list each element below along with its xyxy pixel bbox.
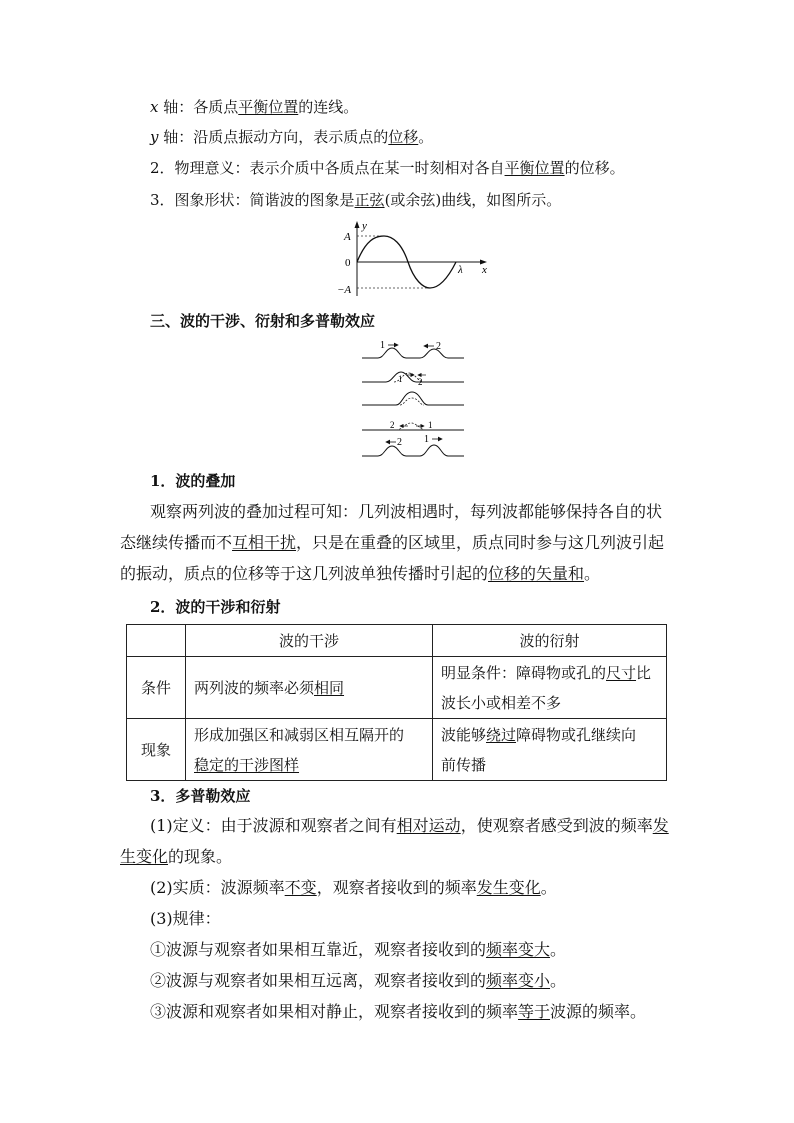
doppler-rule-1: ①波源与观察者如果相互靠近，观察者接收到的频率变大。 [150,940,567,959]
wave-label-lambda: λ [458,264,463,276]
wave-label-x: x [482,264,487,276]
x-axis-line: x 轴：各质点平衡位置的连线。 [150,98,359,116]
sup-label-2-row4: 2 [390,420,395,430]
sup-label-2-row5: 2 [397,437,402,448]
sup-label-1-row2: 1 [398,374,403,384]
wave-label-A: A [344,231,351,243]
doppler-rule-3: ③波源和观察者如果相对静止，观察者接收到的频率等于波源的频率。 [150,1002,647,1021]
comparison-table [126,624,667,781]
y-axis-line: y 轴：沿质点振动方向，表示质点的位移。 [150,128,434,146]
sup-label-1-row4: 1 [428,420,433,430]
cell-interference-condition: 两列波的频率必须相同 [186,657,433,719]
graph-shape: 3．图象形状：简谐波的图象是正弦(或余弦)曲线，如图所示。 [150,191,562,209]
physical-meaning: 2．物理意义：表示介质中各质点在某一时刻相对各自平衡位置的位移。 [150,159,625,177]
cell-interference-phenomenon: 形成加强区和减弱区相互隔开的 稳定的干涉图样 [186,719,433,781]
section-heading-3: 三、波的干涉、衍射和多普勒效应 [150,312,376,330]
table-header-diffraction: 波的衍射 [433,625,667,657]
row-label-phenomenon: 现象 [127,719,186,781]
y-var: y [150,128,159,146]
wave-label-negA: −A [337,284,352,296]
row-label-condition: 条件 [127,657,186,719]
wave-label-y: y [362,220,367,232]
para-superposition-2: 态继续传播而不互相干扰，只是在重叠的区域里，质点同时参与这几列波引起 [120,533,665,552]
doppler-essence: (2)实质：波源频率不变，观察者接收到的频率发生变化。 [150,878,557,897]
para-superposition-3: 的振动，质点的位移等于这几列波单独传播时引起的位移的矢量和。 [120,564,601,583]
para-superposition-1: 观察两列波的叠加过程可知：几列波相遇时，每列波都能够保持各自的状 [150,502,663,521]
sup-label-2-row2: 2 [418,377,423,387]
cell-diffraction-phenomenon: 波能够绕过障碍物或孔继续向 前传播 [433,719,667,781]
sup-label-1-row1: 1 [380,340,385,351]
wave-graph-figure [330,218,495,300]
doppler-definition-2: 生变化的现象。 [120,847,233,866]
subheading-interference-diffraction: 2．波的干涉和衍射 [150,598,281,616]
wave-label-origin: 0 [345,257,351,269]
subheading-superposition: 1．波的叠加 [150,472,236,490]
doppler-rule-2: ②波源与观察者如果相互远离，观察者接收到的频率变小。 [150,971,567,990]
cell-diffraction-condition: 明显条件：障碍物或孔的尺寸比 波长小或相差不多 [433,657,667,719]
subheading-doppler: 3．多普勒效应 [150,787,251,805]
table-row [127,657,667,719]
table-header-interference: 波的干涉 [186,625,433,657]
table-header-empty [127,625,186,657]
sup-label-2-row1: 2 [436,341,441,352]
x-var: x [150,98,159,116]
superposition-figure [360,338,466,460]
sup-label-1-row5: 1 [424,434,429,445]
table-header-row [127,625,667,657]
doppler-definition-1: (1)定义：由于波源和观察者之间有相对运动，使观察者感受到波的频率发 [150,816,669,835]
table-row [127,719,667,781]
doppler-law-title: (3)规律： [150,909,221,928]
